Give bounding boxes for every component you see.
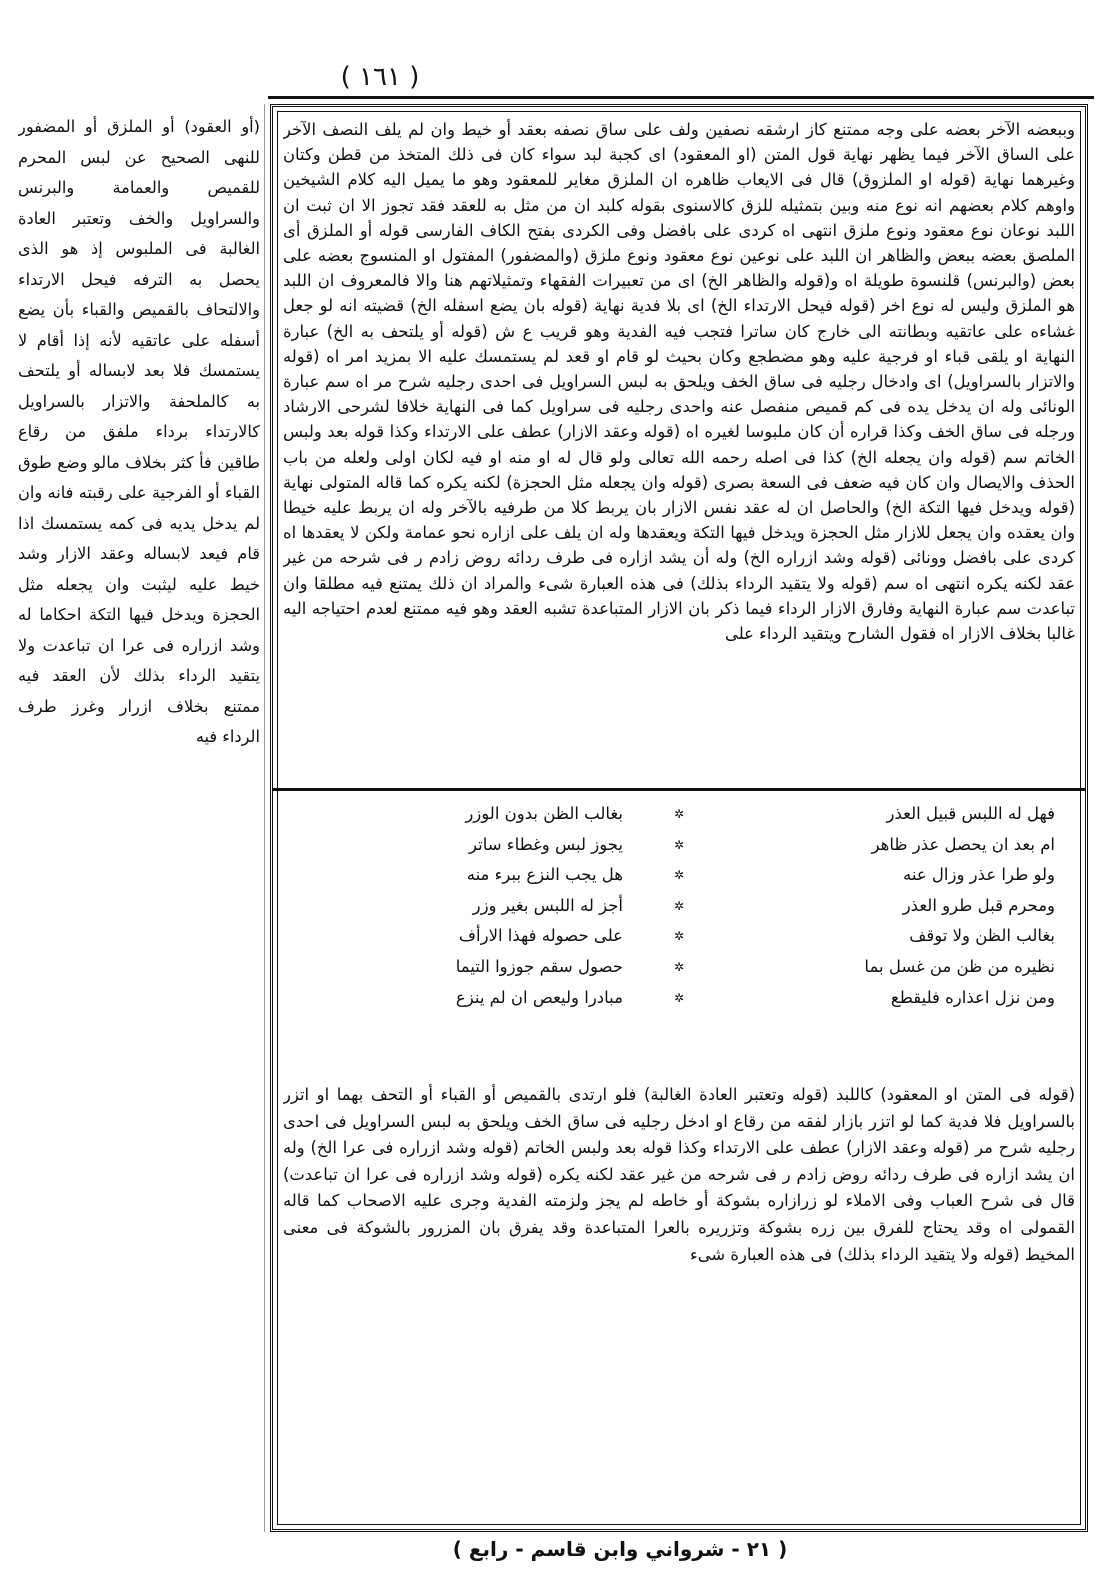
poem-line xyxy=(303,921,1055,952)
poem-line xyxy=(303,799,1055,830)
poem-hemistich: بغالب الظن ولا توقف xyxy=(909,926,1055,946)
margin-text: (أو العقود) أو الملزق أو المضفور للنهى الصحيح عن لبس المحرم للقميص والعمامة والبرنس والسراويل والخف وتعتبر العادة الغالبة فى الملبوس إذ هو الذى يحصل به الترفه فيحل الارتداء والالتحاف بالقميص والقباء بأن يضع أسفله على عاتقيه لأنه إذا أقام لا يستمسك فلا بعد لابساله أو يلتحف به كالملحفة والاتزار بالسراويل كالارتداء برداء ملفق من رقاع طاقين فأ كثر بخلاف مالو وضع طوق القباء أو الفرجية على رقبته فانه وان لم يدخل يديه فى كمه يستمسك اذا قام فيعد لابساله وعقد الازار وشد خيط عليه ليثبت وان يجعله مثل الحجزة ويدخل فيها التكة احكاما له وشد ازراره فى عرا ان تباعدت ولا يتقيد الرداء بذلك لأن العقد فيه ممتنع بخلاف ازرار وغرز طرف الرداء فيه xyxy=(18,117,260,746)
poem-hemistich: نظيره من ظن من غسل بما xyxy=(864,956,1055,976)
poem-hemistich: ام بعد ان يحصل عذر ظاهر xyxy=(871,834,1055,854)
poem-hemistich: ولو طرا عذر وزال عنه xyxy=(903,865,1055,885)
lower-paragraph: (قوله فى المتن او المعقود) كاللبد (قوله وتعتبر العادة الغالبة) فلو ارتدى بالقميص أو القباء أو التحف بهما او اتزر بالسراويل فلا فدية كما لو اتزر بازار لفقه من رقاع او ادخل رجليه فى ساق الخف ويلحق به لبس السراويل فى احدى رجليه شرح مر (قوله وعقد الازار) عطف على الارتداء وكذا قوله بعد ولبس الخاتم (قوله وشد ازراره فى عرا الخ) وله ان يشد ازاره فى طرف ردائه روض زادم ر فى شرحه من غير عقد لكنه يكره (قوله وشد ازراره فى عرا ان تباعدت) قال فى شرح العباب وفى الاملاء لو زرازاره بشوكة أو خاطه لم يجز ولزمته الفدية وجرى عليه الاصحاب كما قاله القمولى اه وقد يحتاج للفرق بين زره بشوكة وتزريره بالعرا المتباعدة وقد يفرق بان المزرور بالشوكة فى معنى المخيط (قوله ولا يتقيد الرداء بذلك) فى هذه العبارة شىء xyxy=(283,1085,1075,1264)
poem-line xyxy=(303,983,1055,1014)
poem-hemistich: بغالب الظن بدون الوزر xyxy=(465,804,623,823)
poem-hemistich: يجوز لبس وغطاء ساتر xyxy=(469,834,623,854)
volume-caption: ( ٢١ - شرواني وابن قاسم - رابع ) xyxy=(452,1537,788,1561)
poem-line xyxy=(303,860,1055,891)
page-number: ( ١٦١ ) xyxy=(340,62,420,92)
margin-text-column xyxy=(18,112,260,1412)
star-separator-icon: ✲ xyxy=(673,929,685,944)
poem-hemistich: على حصوله فهذا الارأف xyxy=(458,926,623,946)
poem-hemistich: حصول سقم جوزوا التيما xyxy=(455,956,623,976)
star-separator-icon: ✲ xyxy=(673,990,685,1005)
poem-line xyxy=(303,952,1055,983)
section-divider xyxy=(273,788,1085,791)
main-frame xyxy=(270,104,1088,1532)
star-separator-icon: ✲ xyxy=(673,959,685,974)
poem-hemistich: ومحرم قبل طرو العذر xyxy=(902,895,1055,915)
star-separator-icon: ✲ xyxy=(673,837,685,852)
main-paragraph: وببعضه الآخر بعضه على وجه ممتنع كاز ارشقه نصفين ولف على ساق نصفه بعقد أو خيط وان لم يلف النصف الآخر على الساق الآخر فيما يظهر نهاية قول المتن (او المعقود) اى كجبة لبد سواء كان فى ذلك المتخذ من قطن وكتان وغيرهما نهاية (قوله او الملزوق) قال فى الايعاب ظاهره ان الملزق مغاير للمعقود وهو ما يميل اليه كلام الشيخين واوهم كلام بعضهم انه نوع منه وبين بتمثيله للزق كالاسنوى بقوله كلبد ان من مثل به للعقد فقد تجوز الا ان ثبت ان اللبد نوعان نوع معقود ونوع ملزق انتهى اه كردى على بافضل وفى الكردى بفتح الكاف الفارسى قوله أو الملزق أى الملصق بعضه ببعض والظاهر ان اللبد على نوعين نوع معقود ونوع ملزق (والمضفور) المفتول او المنسوج بعضه على بعض (والبرنس) قلنسوة طويلة اه و(قوله والظاهر الخ) اى من تعبيرات الفقهاء وتمثيلاتهم هنا والا فالمعروف ان اللبد هو الملزق وليس له نوع اخر (قوله فيحل الارتداء الخ) اى بلا فدية نهاية (قوله بان يضع اسفله الخ) قضيته انه لو جعل غشاءه على عاتقيه وبطانته الى خارج كان ساترا فتجب فيه الفدية وهو قريب ع ش (قوله أو يلتحف به الخ) عبارة النهاية او يلقى قباء او فرجية عليه وهو مضطجع وكان بحيث لو قام او قعد لم يستمسك عليه الا بمزيد امر اه (قوله والاتزار بالسراويل) اى وادخال رجليه فى ساق الخف ويلحق به لبس السراويل فى احدى رجليه شرح مر اه سم عبارة الونائى وله ان يدخل يده فى كم قميص منفصل عنه واحدى رجليه فى سراويل كما فى النهاية خلافا لشرحى الارشاد ورجله فى ساق الخف وكذا قراره أن كان ملبوسا لغيره اه (قوله وعقد الازار) عطف على الارتداء وكذا قوله بعد ولبس الخاتم سم (قوله وان يجعله الخ) كذا فى اصله رحمه الله تعالى ولو قال له او منه او فيه لكان اولى ولعله من باب الحذف والايصال وان كان فيه ضعف فى السعة بصرى (قوله وان يجعله مثل الحجزة) لكنه يكره كما قاله المتولى نهاية (قوله ويدخل فيها التكة الخ) والحاصل ان له عقد نفس الازار بان يربط كلا من طرفيه بالآخر وله ان يربط عليه خيطا وان يعقده وان يجعل للازار مثل الحجزة ويدخل فيها التكة ويعقدها وله ان يلف على ازاره نحو عمامة ولكن لا يعقدها اه كردى على بافضل وونائى (قوله وشد ازراره الخ) وله أن يشد ازاره فى طرف ردائه روض زادم ر فى شرحه من غير عقد لكنه يكره انتهى اه سم (قوله ولا يتقيد الرداء بذلك) فى هذه العبارة شىء والمراد ان ذلك يمتنع فيه مطلقا وان تباعدت سم عبارة النهاية وفارق الازار الرداء فيما ذكر بان الازار المتباعدة تشبه العقد وهو فيه ممتنع لعدم احتياجه اليه غالبا بخلاف الازار اه فقول الشارح ويتقيد الرداء على xyxy=(283,120,1075,644)
star-separator-icon: ✲ xyxy=(673,868,685,883)
column-divider xyxy=(264,104,265,1532)
poem-line xyxy=(303,830,1055,861)
poem-hemistich: أجز له اللبس بغير وزر xyxy=(472,895,623,915)
star-separator-icon: ✲ xyxy=(673,807,685,821)
poem-block xyxy=(303,799,1055,1079)
poem-line xyxy=(303,891,1055,922)
star-separator-icon: ✲ xyxy=(673,898,685,913)
poem-hemistich: هل يجب النزع ببرء منه xyxy=(466,865,623,885)
poem-hemistich: مبادرا وليعص ان لم ينزع xyxy=(455,987,623,1007)
top-rule xyxy=(268,96,1094,99)
poem-hemistich: فهل له اللبس قبيل العذر xyxy=(886,804,1055,823)
lower-commentary xyxy=(283,1082,1075,1522)
main-commentary xyxy=(283,117,1075,775)
poem-hemistich: ومن نزل اعذاره فليقطع xyxy=(890,987,1055,1007)
